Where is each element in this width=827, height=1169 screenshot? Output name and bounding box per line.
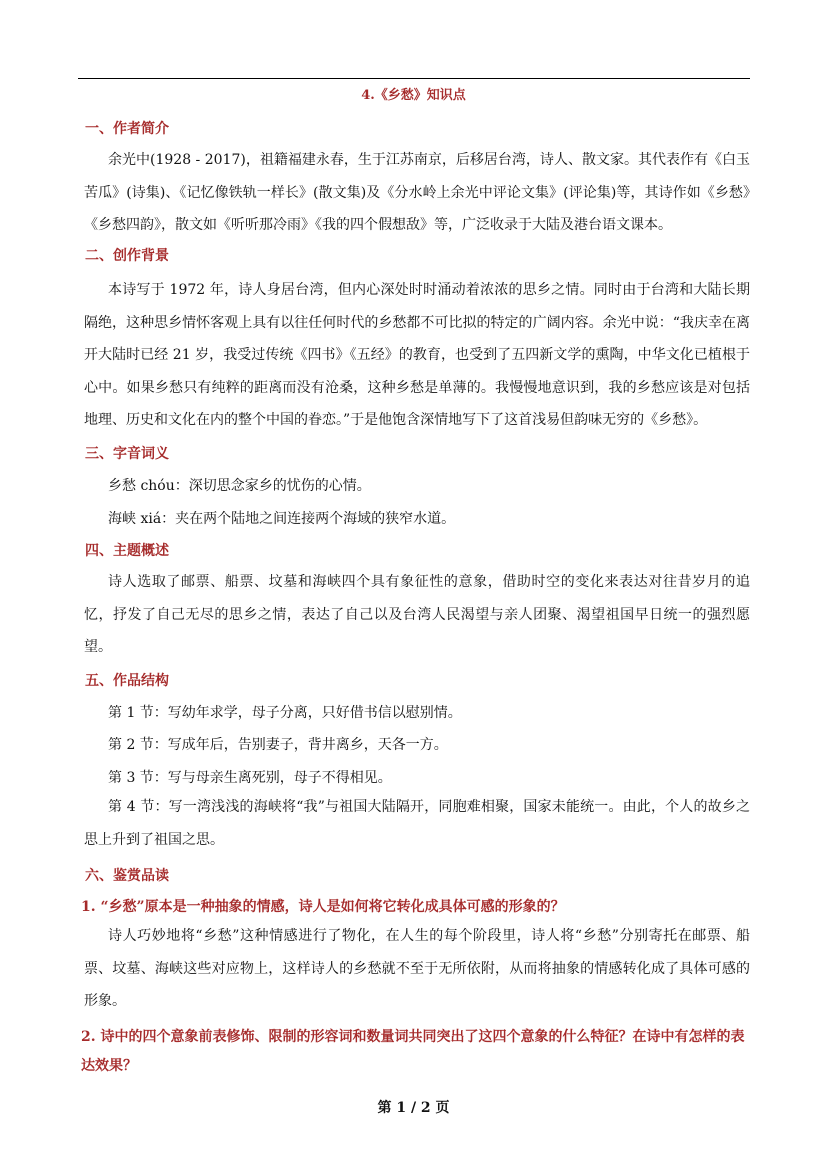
question-2: 2. 诗中的四个意象前表修饰、限制的形容词和数量词共同突出了这四个意象的什么特征？在诗中有怎样的表达效果？ <box>81 1029 745 1074</box>
structure-line-1: 第 1 节：写幼年求学，母子分离，只好借书信以慰别情。 <box>108 705 462 721</box>
section-heading-author: 一、作者简介 <box>85 121 169 137</box>
vocab-line-xiangchou: 乡愁 chóu：深切思念家乡的忧伤的心情。 <box>108 478 371 494</box>
paragraph-theme: 诗人选取了邮票、船票、坟墓和海峡四个具有象征性的意象，借助时空的变化来表达对往昔岁月的追忆，抒发了自己无尽的思乡之情，表达了自己以及台湾人民渴望与亲人团聚、渴望祖国早日统一的强烈愿望。 <box>84 574 750 655</box>
page-number-footer: 第 1 / 2 页 <box>377 1100 450 1116</box>
section-heading-background: 二、创作背景 <box>85 248 169 264</box>
header-rule <box>78 78 750 79</box>
vocab-line-haixia: 海峡 xiá：夹在两个陆地之间连接两个海域的狭窄水道。 <box>108 511 456 527</box>
paragraph-author: 余光中(1928 - 2017)，祖籍福建永春，生于江苏南京，后移居台湾，诗人、散文家。其代表作有《白玉苦瓜》(诗集)、《记忆像铁轨一样长》(散文集)及《分水岭上余光中评论文集》(评论集)等，其诗作如《乡愁》《乡愁四韵》，散文如《听听那冷雨》《我的四个假想敌》等，广泛收录于大陆及港台语文课本。 <box>84 152 750 233</box>
question-1: 1. “乡愁”原本是一种抽象的情感，诗人是如何将它转化成具体可感的形象的？ <box>81 899 565 915</box>
answer-1: 诗人巧妙地将“乡愁”这种情感进行了物化，在人生的每个阶段里，诗人将“乡愁”分别寄托在邮票、船票、坟墓、海峡这些对应物上，这样诗人的乡愁就不至于无所依附，从而将抽象的情感转化成了具体可感的形象。 <box>84 928 750 1009</box>
structure-paragraph-4: 第 4 节：写一湾浅浅的海峡将“我”与祖国大陆隔开，同胞难相聚，国家未能统一。由此，个人的故乡之思上升到了祖国之思。 <box>84 799 750 848</box>
structure-line-2: 第 2 节：写成年后，告别妻子，背井离乡，天各一方。 <box>108 737 448 753</box>
document-title: 4.《乡愁》知识点 <box>361 88 466 103</box>
section-heading-structure: 五、作品结构 <box>85 673 169 689</box>
section-heading-vocabulary: 三、字音词义 <box>85 446 169 462</box>
section-heading-theme: 四、主题概述 <box>85 543 169 559</box>
section-heading-appreciation: 六、鉴赏品读 <box>85 868 169 884</box>
structure-line-3: 第 3 节：写与母亲生离死别，母子不得相见。 <box>108 770 392 786</box>
paragraph-background: 本诗写于 1972 年，诗人身居台湾，但内心深处时时涌动着浓浓的思乡之情。同时由于台湾和大陆长期隔绝，这种思乡情怀客观上具有以往任何时代的乡愁都不可比拟的特定的广阔内容。余光中说：“我庆幸在离开大陆时已经 21 岁，我受过传统《四书》《五经》的教育，也受到了五四新文学的熏陶，中华文化已植根于心中。如果乡愁只有纯粹的距离而没有沧桑，这种乡愁是单薄的。我慢慢地意识到，我的乡愁应该是对包括地理、历史和文化在内的整个中国的眷恋。”于是他饱含深情地写下了这首浅易但韵味无穷的《乡愁》。 <box>84 282 750 428</box>
